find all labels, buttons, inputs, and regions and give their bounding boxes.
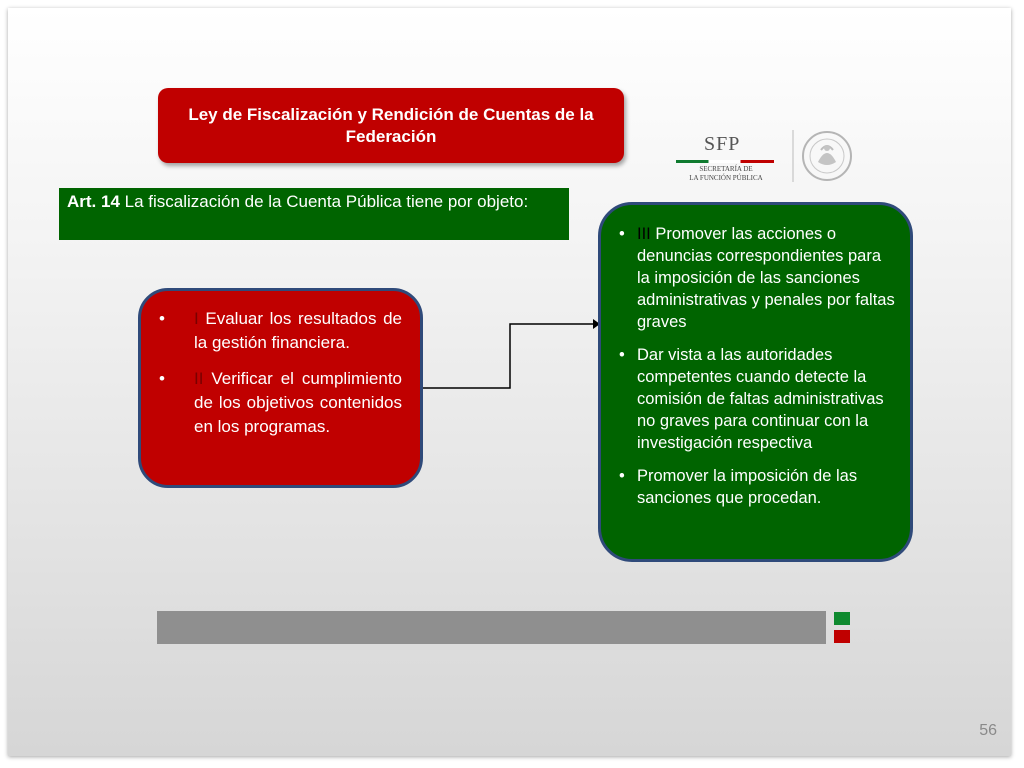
- sfp-subtitle-line2: LA FUNCIÓN PÚBLICA: [689, 174, 763, 182]
- sfp-logo-stripe: [676, 160, 774, 163]
- article-label: Art. 14: [67, 192, 120, 211]
- roman-numeral: I: [194, 309, 199, 328]
- page-number: 56: [979, 722, 997, 739]
- list-item: [619, 344, 896, 454]
- bullet-icon: •: [159, 309, 165, 328]
- sfp-logo: [676, 133, 776, 185]
- item-text: Evaluar los resultados de la gestión financiera.: [194, 309, 402, 352]
- item-text: Verificar el cumplimiento de los objetivos contenidos en los programas.: [194, 369, 402, 436]
- item-text: Dar vista a las autoridades competentes cuando detecte la comisión de faltas administrativas no graves para continuar con la investigación respectiva: [637, 346, 884, 452]
- footer-red-square: [834, 630, 850, 643]
- list-item: [159, 367, 402, 439]
- objectives-box-right: [598, 202, 913, 562]
- footer-green-square: [834, 612, 850, 625]
- article-heading: [59, 188, 569, 240]
- national-seal-icon: [791, 126, 853, 186]
- roman-numeral: II: [194, 369, 204, 388]
- sfp-logo-subtitle: [686, 165, 766, 183]
- bullet-icon: •: [619, 346, 625, 364]
- roman-numeral: III: [637, 225, 651, 243]
- item-text: Promover las acciones o denuncias correspondientes para la imposición de las sanciones administrativas y penales por faltas graves: [637, 225, 895, 331]
- objectives-box-left: [138, 288, 423, 488]
- sfp-logo-text: SFP: [704, 133, 741, 155]
- sfp-subtitle-line1: SECRETARÍA DE: [699, 165, 753, 173]
- slide: [8, 8, 1011, 756]
- article-text: La fiscalización de la Cuenta Pública tiene por objeto:: [119, 192, 529, 211]
- list-item: [159, 307, 402, 355]
- bullet-icon: •: [159, 369, 165, 388]
- footer-bar: [157, 611, 826, 644]
- list-item: [619, 223, 896, 333]
- bullet-icon: •: [619, 467, 625, 485]
- item-text: Promover la imposición de las sanciones que procedan.: [637, 467, 858, 507]
- list-item: [619, 465, 896, 509]
- bullet-icon: •: [619, 225, 625, 243]
- slide-title: Ley de Fiscalización y Rendición de Cuentas de la Federación: [158, 88, 624, 163]
